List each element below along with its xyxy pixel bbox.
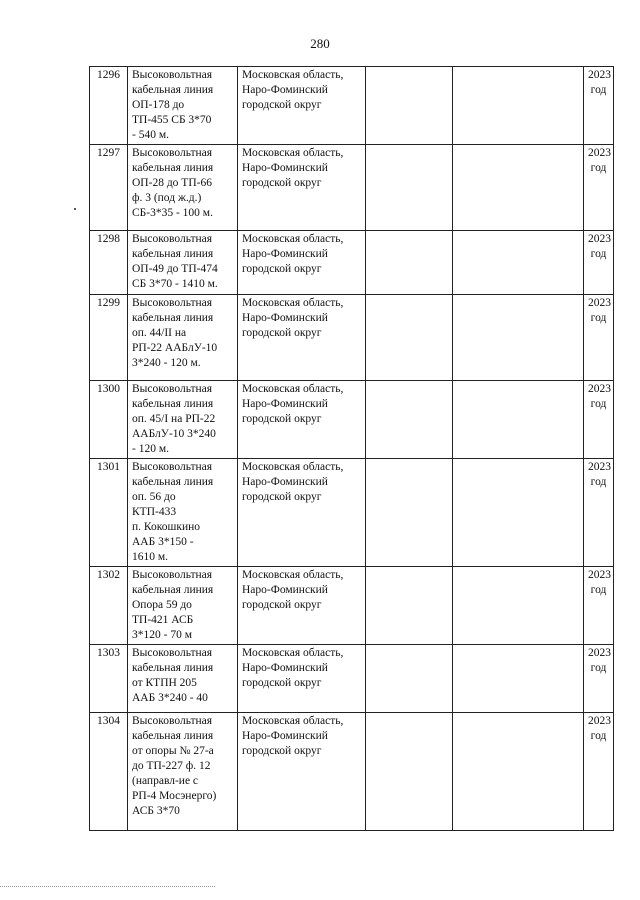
row-number [90,145,128,231]
table-row [90,67,614,145]
bottom-rule [0,886,215,888]
empty-cell [366,713,453,831]
registry-table-body [90,67,614,831]
empty-cell [453,295,584,381]
year-cell-text: 2023 год [588,461,611,488]
row-number-text: 1297 [97,147,120,159]
year-cell-text: 2023 год [588,383,611,410]
object-address [238,459,366,567]
year-cell [584,145,614,231]
object-address-text: Московская область, Наро-Фоминский городской округ [242,147,344,189]
empty-cell [366,645,453,713]
object-name-text: Высоковольтная кабельная линия ОП-49 до ТП-474 СБ 3*70 - 1410 м. [132,233,218,290]
object-address [238,381,366,459]
empty-cell [453,713,584,831]
row-number-text: 1304 [97,715,120,727]
object-name [128,459,238,567]
object-address [238,567,366,645]
empty-cell [366,145,453,231]
year-cell-text: 2023 год [588,715,611,742]
year-cell [584,713,614,831]
table-row [90,295,614,381]
row-number [90,713,128,831]
object-address [238,67,366,145]
registry-table [89,66,614,831]
year-cell [584,381,614,459]
object-name-text: Высоковольтная кабельная линия от опоры № 27-а до ТП-227 ф. 12 (направл-ие с РП-4 Мосэнерго) АСБ 3*70 [132,715,217,817]
empty-cell [366,459,453,567]
object-address-text: Московская область, Наро-Фоминский городской округ [242,233,344,275]
table-row [90,231,614,295]
object-name-text: Высоковольтная кабельная линия от КТПН 205 ААБ 3*240 - 40 [132,647,214,704]
object-address-text: Московская область, Наро-Фоминский городской округ [242,297,344,339]
table-row [90,567,614,645]
row-number [90,67,128,145]
row-number-text: 1303 [97,647,120,659]
year-cell-text: 2023 год [588,569,611,596]
row-number [90,567,128,645]
object-address-text: Московская область, Наро-Фоминский городской округ [242,69,344,111]
empty-cell [366,567,453,645]
empty-cell [366,295,453,381]
object-address-text: Московская область, Наро-Фоминский городской округ [242,647,344,689]
empty-cell [453,231,584,295]
object-address [238,295,366,381]
year-cell-text: 2023 год [588,233,611,260]
year-cell-text: 2023 год [588,147,611,174]
object-name-text: Высоковольтная кабельная линия ОП-28 до ТП-66 ф. 3 (под ж.д.) СБ-3*35 - 100 м. [132,147,214,219]
row-number-text: 1296 [97,69,120,81]
row-number [90,645,128,713]
row-number [90,231,128,295]
object-address [238,713,366,831]
object-name [128,381,238,459]
table-row [90,713,614,831]
page-number: 280 [310,36,330,51]
empty-cell [453,567,584,645]
object-address [238,145,366,231]
scan-speck [74,208,76,210]
row-number-text: 1301 [97,461,120,473]
object-address-text: Московская область, Наро-Фоминский городской округ [242,461,344,503]
row-number [90,459,128,567]
empty-cell [453,67,584,145]
object-name-text: Высоковольтная кабельная линия оп. 56 до КТП-433 п. Кокошкино ААБ 3*150 - 1610 м. [132,461,214,563]
empty-cell [453,381,584,459]
object-name [128,145,238,231]
empty-cell [366,381,453,459]
year-cell [584,295,614,381]
year-cell [584,231,614,295]
object-address-text: Московская область, Наро-Фоминский городской округ [242,715,344,757]
empty-cell [366,231,453,295]
row-number-text: 1298 [97,233,120,245]
year-cell [584,645,614,713]
empty-cell [453,145,584,231]
year-cell-text: 2023 год [588,647,611,674]
year-cell [584,567,614,645]
object-name [128,67,238,145]
row-number [90,295,128,381]
year-cell-text: 2023 год [588,297,611,324]
year-cell-text: 2023 год [588,69,611,96]
object-name [128,645,238,713]
object-name-text: Высоковольтная кабельная линия оп. 45/I на РП-22 ААБлУ-10 3*240 - 120 м. [132,383,216,455]
year-cell [584,459,614,567]
row-number [90,381,128,459]
object-name [128,231,238,295]
table-row [90,645,614,713]
object-name [128,713,238,831]
year-cell [584,67,614,145]
table-row [90,145,614,231]
object-name-text: Высоковольтная кабельная линия ОП-178 до ТП-455 СБ 3*70 - 540 м. [132,69,214,141]
table-row [90,459,614,567]
object-address-text: Московская область, Наро-Фоминский городской округ [242,383,344,425]
object-address-text: Московская область, Наро-Фоминский городской округ [242,569,344,611]
object-address [238,231,366,295]
row-number-text: 1300 [97,383,120,395]
table-row [90,381,614,459]
object-name-text: Высоковольтная кабельная линия оп. 44/II на РП-22 ААБлУ-10 3*240 - 120 м. [132,297,218,369]
row-number-text: 1299 [97,297,120,309]
empty-cell [453,645,584,713]
row-number-text: 1302 [97,569,120,581]
empty-cell [453,459,584,567]
object-name [128,567,238,645]
object-name-text: Высоковольтная кабельная линия Опора 59 до ТП-421 АСБ 3*120 - 70 м [132,569,214,641]
empty-cell [366,67,453,145]
object-name [128,295,238,381]
object-address [238,645,366,713]
